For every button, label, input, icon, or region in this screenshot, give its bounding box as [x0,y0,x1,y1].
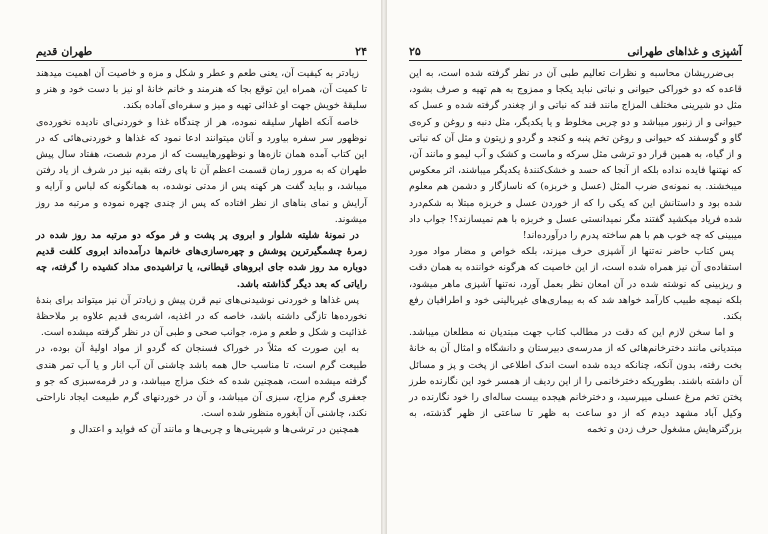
left-page-body [36,66,367,439]
right-paragraph: و اما سخن لازم این که دقت در مطالب کتاب جهت مبتدیان نه مطلعان میباشد. مبتدیانی مانند دخترخانم‌هائی که از مدرسه‌ی دبیرستان و دانشگاه و امثال آن به خانهٔ بخت رفته، بدون آنکه، چنانکه دیده شده است اندک اطلاعی از پخت و پز و مسائل آن داشته باشند. بطوریکه دخترخانمی را از این ردیف از همسر خود این نگارنده طرز پختن تخم مرغ عسلی میپرسید، و دخترخانم هیجده بیست ساله‌ای را خود نگارنده در وکیل آباد مشهد دیدم که از دو ساعت به ظهر تا ساعتی از ظهر گذشته، به بزرگترهایش مشغول حرف زدن و تخمه [409,327,742,436]
right-page-body [409,66,742,439]
left-paragraph: همچنین در ترشی‌ها و شیرینی‌ها و چربی‌ها و مانند آن که فواید و اعتدال و [70,424,359,436]
right-header-rule [409,60,742,61]
right-page-header [409,43,742,59]
left-page [0,0,381,534]
left-running-title: طهران قدیم [36,44,93,58]
right-page-number: ۲۵ [409,44,421,58]
right-paragraph: بی‌ضرریشان محاسبه و نظرات تعالیم طبی آن در نظر گرفته شده است، به این قاعده که دو خوراکی حیوانی و نباتی نباید یکجا و ممزوج به هم تهیه و صرف بشود، مثل دو شیرینی مختلف المزاج مانند قند که نباتی و از چغندر گرفته شده و عسل که حیوانی و از زنبور میباشد و دو چربی مخلوط و یا یکدیگر، مثل دنبه و روغن و کره‌ی گاو و گوسفند که حیوانی و روغن تخم پنبه و کنجد و گردو و زیتون و مثل آن که نباتی و از گیاه، به همین قرار دو ترشی مثل سرکه و ماست و کشک و آب لیمو و مانند آن، که نهتنها فایده نداده بلکه از آنجا که حسد و خشک‌کنندهٔ یکدیگر میباشند، اثر معکوس میبخشند. به نمونه‌ی ضرب المثل (عسل و خربزه) که ناسازگار و دشمن هم معلوم شده بود و داستانش این که یکی را که از خوردن عسل و خربزه مبتلا به شکم‌درد شده فریاد میکشید گفتند مگر نمیدانستی عسل و خربزه با هم نمیسازند؟! جواب داد میبینی که چه خوب هم با هم ساخته پدرم را درآورده‌اند! [409,68,742,242]
left-paragraph: به این صورت که مثلاً در خوراک فسنجان که گردو از مواد اولیهٔ آن بوده، در طبیعت گرم است، تا مناسب حال همه باشد چاشنی آن آب انار و یا آب تمر هندی گرفته میشده است، همچنین شده که خنک مزاج میباشد، و در قرمه‌سبزی که جو و جعفری گرم مزاج، سبزی آن میباشد، و آن در خوردنهای گرم طبیعت ایجاد ناراحتی نکند، چاشنی آن آبغوره منظور شده است. [36,343,367,420]
left-paragraph: خاصه آنکه اظهار سلیقه نموده، هر از چندگاه غذا و خوردنی‌ای نادیده نخورده‌ی نوظهور سر سفره بیاورد و آنان میتوانند ادعا نمود که غذاها و خوردنی‌هائی که در این کتاب آمده همان تازه‌ها و نوظهورهاییست که از مردم شصت، هفتاد سال پیش طهران که به مرور زمان قسمت اعظم آن تا پای رفته بقیه نیز در شرف از یاد رفتن میباشد، و بباید گفت هر کهنه پس از مدتی نوشده، به همانگونه که لباس و آرایه و آرایش و نمای بناهای از نظر افتاده که پس از چندی چهره نموده و مرتبه مد روز میشوند. [36,116,367,225]
left-header-rule [36,60,367,61]
left-page-number: ۲۴ [355,44,367,58]
right-paragraph: پس کتاب حاضر نه‌تنها از آشپزی حرف میزند، بلکه خواص و مضار مواد مورد استفاده‌ی آن نیز همراه شده است، از این خاصیت که هرگونه خواننده به همان دقت و ریزبینی که نوشته شده در آن امعان نظر بعمل آورد، نه‌تنها آشپزی ماهر میشود، بلکه نیمچه طبیب کارآمد خواهد شد که به بیماری‌های غیربالینی خود و اطرافیان رفع بکند. [409,246,742,323]
left-paragraph: در نمونهٔ شلیته شلوار و ابروی پر پشت و فر موکه دو مرتبه مد روز شده در زمرهٔ چشمگیرترین پوشش و چهره‌سازی‌های خانم‌ها درآمده‌اند ابروی کلفت قدیم دوباره مد روز شده جای ابروهای قیطانی، یا تراشیده‌ی مداد کشیده را گرفته، چه رایاتی که بعد دیگر گذاشته باشد. [36,230,367,290]
left-paragraph: پس غذاها و خوردنی نوشیدنی‌های نیم قرن پیش و زیادتر آن نیز میتواند برای بندهٔ نخورده‌ها تازگی داشته باشد، خاصه که در اغذیه، اشربه‌ی قدیم علاوه بر ملاحظهٔ غذائیت و شکل و طعم و مزه، جوانب صحی و طبی آن در نظر گرفته میشده است. [36,294,367,339]
left-paragraph: زیادتر به کیفیت آن، یعنی طعم و عطر و شکل و مزه و خاصیت آن اهمیت میدهند تا کمیت آن، همراه این توقع بجا که هنرمند و خانم خانهٔ او نیز با دست خود و هنر و سلیقهٔ خویش جهت او غذائی تهیه و میز و سفره‌ای آماده بکند. [36,68,367,112]
right-running-title: آشپزی و غذاهای طهرانی [627,44,742,58]
right-page [387,0,768,534]
left-page-header [36,43,367,59]
